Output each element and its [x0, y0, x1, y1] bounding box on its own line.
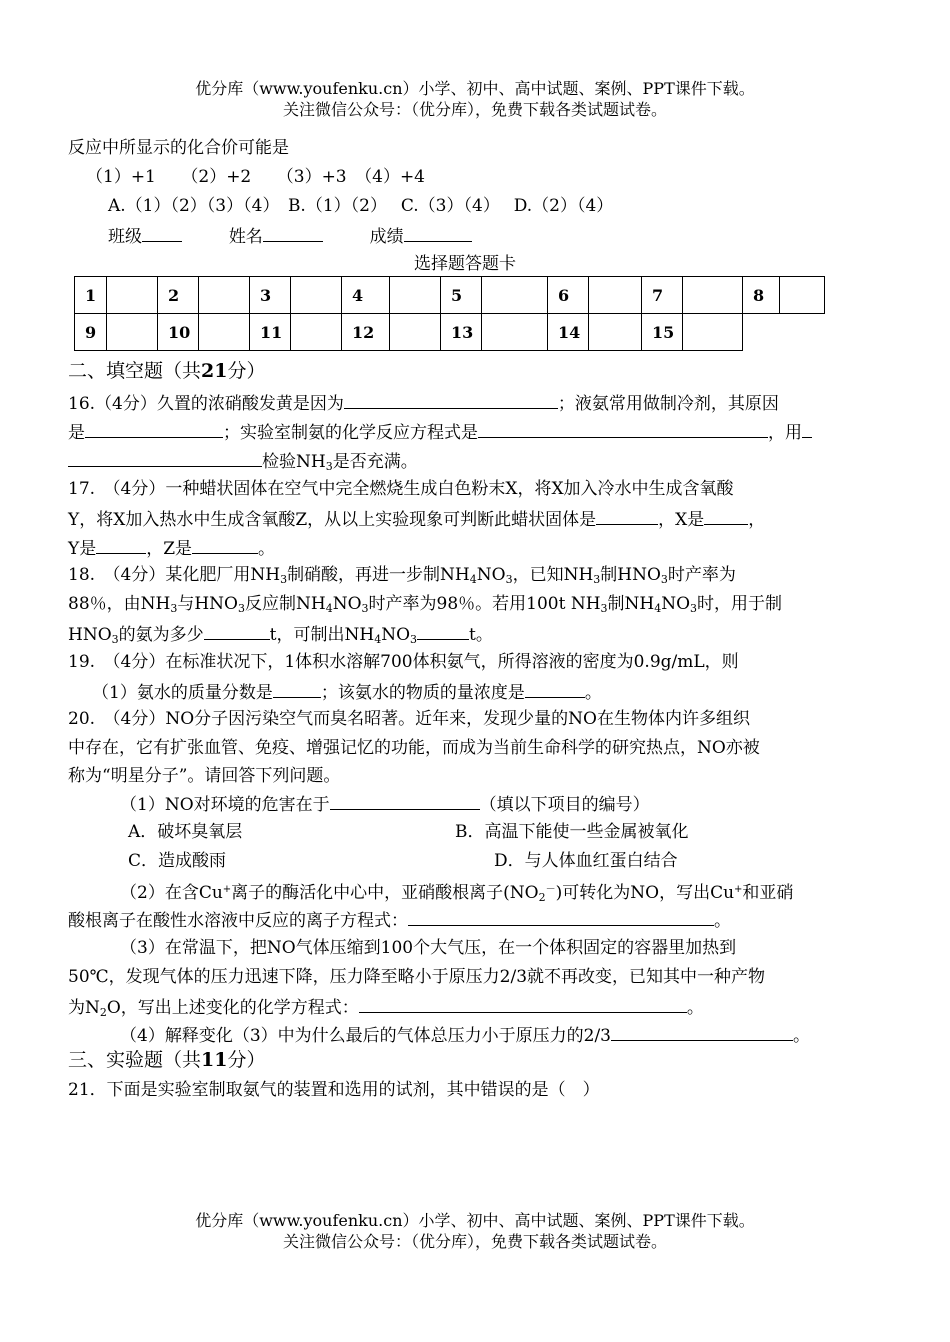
score-blank: [404, 224, 472, 242]
class-label: 班级: [108, 227, 142, 247]
answer-blank[interactable]: [68, 449, 262, 467]
superscript: +: [222, 884, 232, 895]
q18-text: NO: [332, 594, 362, 614]
q20-text: 。: [714, 911, 731, 931]
answer-blank[interactable]: [704, 507, 748, 525]
footer-line-2: 关注微信公众号：（优分库），免费下载各类试题试卷。: [282, 1232, 667, 1251]
q18-text: 制HNO: [600, 565, 661, 585]
answer-blank[interactable]: [802, 420, 812, 438]
answer-blank[interactable]: [596, 507, 658, 525]
q17-text: ，: [748, 510, 766, 530]
superscript: +: [734, 884, 743, 895]
answer-card-title: 选择题答题卡: [414, 254, 516, 274]
answer-cell[interactable]: [390, 277, 441, 314]
q20-line-3: 称为“明星分子”。请回答下列问题。: [68, 766, 341, 786]
answer-blank[interactable]: [96, 536, 146, 554]
subscript: 3: [690, 602, 698, 615]
answer-card-number: 15: [642, 314, 683, 351]
q18-line-3: [68, 622, 868, 651]
q20-text: 。: [793, 1026, 810, 1046]
answer-card-number: 10: [158, 314, 199, 351]
answer-cell[interactable]: [589, 277, 642, 314]
q16-text: ；实验室制氨的化学反应方程式是: [223, 423, 478, 443]
q17-text: 。: [258, 539, 276, 559]
q15-options: A.（1）（2）（3）（4） B.（1）（2） C.（3）（4） D.（2）（4）: [108, 196, 614, 216]
q20-part-3-line-1: （3）在常温下，把NO气体压缩到100个大气压，在一个体积固定的容器里加热到: [120, 938, 737, 958]
q18-text: t，可制出NH: [269, 625, 375, 645]
superscript: －: [545, 884, 556, 895]
q20-text: O，写出上述变化的化学方程式：: [106, 998, 359, 1018]
score-label: 成绩: [369, 227, 404, 247]
q20-text: （1）NO对环境的危害在于: [120, 795, 330, 815]
subscript: 2: [538, 891, 546, 904]
empty-cell: [780, 314, 825, 351]
answer-card-row-1: [75, 277, 825, 314]
q20-part-4: [120, 1023, 920, 1047]
q17-line-3: [68, 536, 868, 560]
answer-cell[interactable]: [683, 314, 743, 351]
q18-line-1: [68, 564, 868, 591]
q16-line-3: [68, 449, 868, 478]
q16-text: 16.（4分）久置的浓硝酸发黄是因为: [68, 394, 344, 414]
q20-text: （4）解释变化（3）中为什么最后的气体总压力小于原压力的2/3: [120, 1026, 611, 1046]
answer-blank[interactable]: [85, 420, 223, 438]
q18-text: 88％，由NH: [68, 594, 171, 614]
q19-text: （1）氨水的质量分数是: [92, 683, 273, 703]
answer-blank[interactable]: [417, 622, 469, 640]
answer-card-number: 8: [743, 277, 780, 314]
section-2-title: [68, 360, 868, 382]
q19-line-1: 19. （4分）在标准状况下，1体积水溶解700体积氨气，所得溶液的密度为0.9g/mL，则: [68, 652, 739, 672]
answer-cell[interactable]: [107, 314, 158, 351]
subscript: 3: [280, 573, 288, 586]
answer-card-row-2: [75, 314, 825, 351]
q20-text: （填以下项目的编号）: [479, 795, 650, 815]
subscript: 3: [361, 602, 369, 615]
answer-cell[interactable]: [291, 314, 342, 351]
answer-blank[interactable]: [359, 995, 687, 1013]
q19-text: ；该氨水的物质的量浓度是: [320, 683, 525, 703]
q18-text: 时，用于制: [697, 594, 783, 614]
q20-line-1: 20. （4分）NO分子因污染空气而臭名昭著。近年来，发现少量的NO在生物体内许多组织: [68, 709, 750, 729]
answer-blank[interactable]: [408, 908, 714, 926]
answer-cell[interactable]: [390, 314, 441, 351]
answer-cell[interactable]: [199, 277, 250, 314]
q18-text: 时产率为98％。若用100t NH: [368, 594, 601, 614]
q20-option-b: B．高温下能使一些金属被氧化: [455, 822, 689, 842]
empty-cell: [743, 314, 780, 351]
name-label: 姓名: [228, 227, 263, 247]
subscript: 3: [600, 602, 608, 615]
answer-card-number: 5: [441, 277, 482, 314]
q17-text: ，X是: [658, 510, 705, 530]
q18-text: 18. （4分）某化肥厂用NH: [68, 565, 281, 585]
q16-text: 检验NH: [262, 452, 326, 472]
student-info: [108, 224, 908, 248]
subscript: 4: [654, 602, 662, 615]
subscript: 3: [660, 573, 668, 586]
header-line-1: 优分库（www.youfenku.cn）小学、初中、高中试题、案例、PPT课件下载。: [195, 79, 755, 98]
q16-text: 是否充满。: [332, 452, 418, 472]
q18-text: 制硝酸，再进一步制NH: [287, 565, 470, 585]
answer-card-number: 6: [548, 277, 589, 314]
q18-text: NO: [381, 625, 410, 645]
answer-cell[interactable]: [291, 277, 342, 314]
answer-cell[interactable]: [482, 277, 548, 314]
answer-blank[interactable]: [525, 680, 585, 698]
q19-text: 。: [584, 683, 602, 703]
subscript: 3: [111, 633, 119, 646]
subscript: 3: [505, 573, 513, 586]
answer-blank[interactable]: [273, 680, 321, 698]
q17-line-1: 17. （4分）一种蜡状固体在空气中完全燃烧生成白色粉末X，将X加入冷水中生成含氧酸: [68, 479, 734, 499]
q20-line-2: 中存在，它有扩张血管、免疫、增强记忆的功能，而成为当前生命科学的研究热点，NO亦被: [68, 738, 760, 758]
q16-text: ；液氨常用做制冷剂，其原因: [557, 394, 779, 414]
answer-blank[interactable]: [330, 792, 480, 810]
subscript: 3: [170, 602, 178, 615]
q20-text: 和亚硝: [742, 883, 794, 903]
q21-text: 21．下面是实验室制取氨气的装置和选用的试剂，其中错误的是（ ）: [68, 1080, 600, 1100]
answer-card-number: 12: [342, 314, 390, 351]
q20-text: )可转化为NO，写出Cu: [555, 883, 735, 903]
answer-blank[interactable]: [344, 391, 558, 409]
q16-text: ，用: [768, 423, 802, 443]
answer-blank[interactable]: [611, 1023, 793, 1041]
subscript: 3: [410, 633, 417, 646]
q20-part-3-line-2: 50℃，发现气体的压力迅速下降，压力降至略小于原压力2/3就不再改变，已知其中一种产物: [68, 967, 766, 987]
q18-text: NO: [661, 594, 691, 614]
q20-part-2-line-1: [120, 879, 920, 909]
section-2-post: 分）: [227, 360, 266, 382]
answer-card-number: 9: [75, 314, 107, 351]
q17-text: ，Z是: [146, 539, 193, 559]
answer-card-number: 11: [250, 314, 291, 351]
q20-text: 。: [686, 998, 704, 1018]
answer-card-table: [74, 276, 825, 351]
q20-part-3-line-3: [68, 995, 868, 1024]
q20-option-d: D．与人体血红蛋白结合: [494, 851, 678, 871]
answer-card-number: 1: [75, 277, 107, 314]
q16-text: 是: [68, 423, 85, 443]
subscript: 2: [99, 1006, 107, 1019]
section-2-score: 21: [201, 360, 228, 382]
q18-text: 制NH: [607, 594, 655, 614]
answer-card-number: 4: [342, 277, 390, 314]
q18-text: 时产率为: [667, 565, 736, 585]
q18-text: t。: [469, 625, 493, 645]
subscript: 3: [237, 602, 245, 615]
q19-line-2: [92, 680, 892, 704]
q17-line-2: [68, 507, 868, 531]
q20-part-2-line-2: [68, 908, 868, 932]
answer-cell[interactable]: [482, 314, 548, 351]
footer-line-1: 优分库（www.youfenku.cn）小学、初中、高中试题、案例、PPT课件下载。: [195, 1211, 755, 1230]
q16-line-2: [68, 420, 868, 444]
subscript: 3: [593, 573, 601, 586]
q17-text: Y是: [68, 539, 97, 559]
name-blank: [263, 224, 323, 242]
q20-text: 酸根离子在酸性水溶液中反应的离子方程式：: [68, 911, 408, 931]
q18-text: 反应制NH: [244, 594, 326, 614]
answer-card-number: 3: [250, 277, 291, 314]
answer-cell[interactable]: [780, 277, 825, 314]
header-line-2: 关注微信公众号：（优分库），免费下载各类试题试卷。: [282, 100, 667, 119]
subscript: 4: [374, 633, 382, 646]
answer-card-number: 2: [158, 277, 199, 314]
q18-line-2: [68, 593, 868, 620]
answer-cell[interactable]: [589, 314, 642, 351]
answer-blank[interactable]: [192, 536, 258, 554]
answer-cell[interactable]: [199, 314, 250, 351]
subscript: 4: [469, 573, 477, 586]
answer-blank[interactable]: [478, 420, 768, 438]
q18-text: ，已知NH: [512, 565, 594, 585]
subscript: 3: [325, 460, 333, 473]
class-blank: [142, 224, 182, 242]
answer-cell[interactable]: [683, 277, 743, 314]
answer-cell[interactable]: [107, 277, 158, 314]
q16-line-1: [68, 391, 868, 415]
subscript: 4: [325, 602, 333, 615]
q20-option-a: A．破坏臭氧层: [128, 822, 243, 842]
section-3-post: 分）: [227, 1049, 266, 1071]
q18-text: HNO: [68, 625, 112, 645]
answer-card-number: 14: [548, 314, 589, 351]
section-3-pre: 三、实验题（共: [68, 1049, 202, 1071]
section-3-score: 11: [201, 1049, 228, 1071]
answer-card-number: 7: [642, 277, 683, 314]
q15-stem: 反应中所显示的化合价可能是: [68, 138, 289, 158]
section-2-pre: 二、填空题（共: [68, 360, 202, 382]
section-3-title: [68, 1049, 868, 1071]
answer-card-number: 13: [441, 314, 482, 351]
answer-blank[interactable]: [204, 622, 270, 640]
q18-text: 的氨为多少: [118, 625, 204, 645]
q18-text: 与HNO: [177, 594, 238, 614]
q20-option-c: C．造成酸雨: [128, 851, 227, 871]
q15-items: （1）+1 （2）+2 （3）+3 （4）+4: [86, 167, 426, 187]
q18-text: NO: [476, 565, 506, 585]
q20-text: （2）在含Cu: [120, 883, 223, 903]
q20-text: 离子的酶活化中心中，亚硝酸根离子(NO: [231, 883, 539, 903]
q20-part-1: [120, 792, 920, 816]
q17-text: Y，将X加入热水中生成含氧酸Z，从以上实验现象可判断此蜡状固体是: [68, 510, 597, 530]
q20-text: 为N: [68, 998, 100, 1018]
